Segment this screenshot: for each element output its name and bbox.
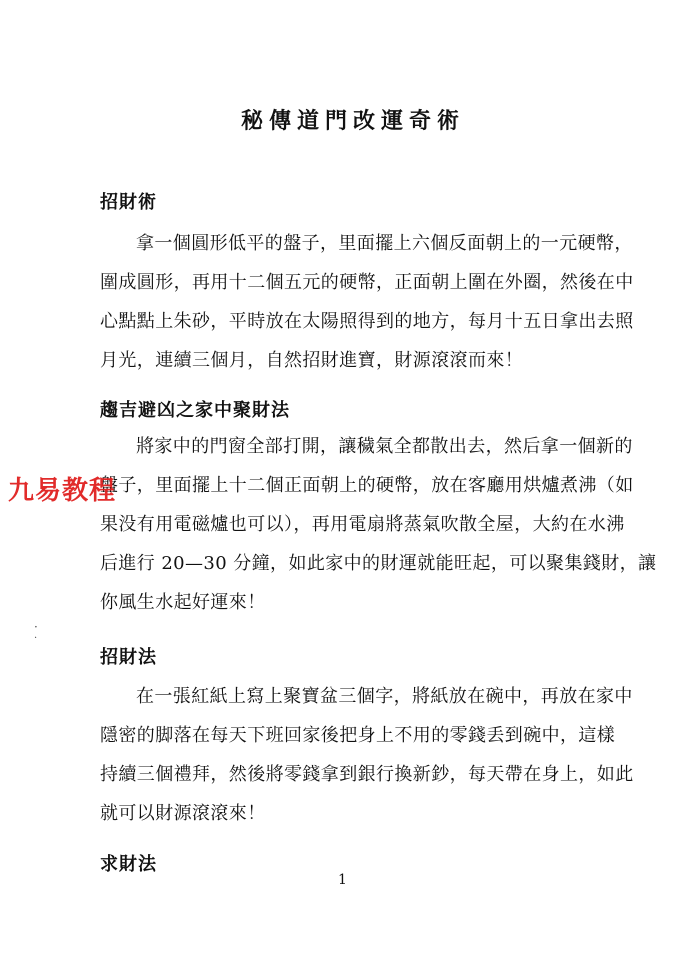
- section-paragraph: [100, 427, 657, 622]
- page-number: 1: [338, 872, 347, 888]
- paragraph-line: 將家中的門窗全部打開，讓穢氣全都散出去，然后拿一個新的: [136, 436, 633, 457]
- margin-dot: ·: [34, 633, 38, 644]
- paragraph-line: 圍成圓形，再用十二個五元的硬幣，正面朝上圍在外圈，然後在中: [100, 272, 634, 293]
- paragraph-line: 果没有用電磁爐也可以），再用電扇將蒸氣吹散全屋，大約在水沸: [100, 514, 625, 535]
- section-heading: 招財術: [100, 192, 157, 213]
- section-heading: 招財法: [100, 647, 157, 668]
- paragraph-line: 持續三個禮拜，然後將零錢拿到銀行換新鈔，每天帶在身上，如此: [100, 764, 634, 785]
- paragraph-line: 在一張紅紙上寫上聚寶盆三個字，將紙放在碗中，再放在家中: [136, 686, 633, 707]
- watermark-text: 九易教程: [8, 476, 117, 506]
- paragraph-line: 就可以財源滾滾來！: [100, 803, 266, 824]
- section-paragraph: [100, 224, 634, 380]
- paragraph-line: 月光，連續三個月，自然招財進寶，財源滾滾而來！: [100, 350, 524, 371]
- paragraph-line: 拿一個圓形低平的盤子，里面擺上六個反面朝上的一元硬幣，: [136, 233, 633, 254]
- section-heading: 趨吉避凶之家中聚財法: [100, 400, 290, 421]
- paragraph-line: 盤子，里面擺上十二個正面朝上的硬幣，放在客廳用烘爐煮沸（如: [100, 475, 634, 496]
- margin-dot: ·: [34, 620, 38, 634]
- paragraph-line: 你風生水起好運來！: [100, 592, 266, 613]
- section-paragraph: [100, 677, 634, 833]
- paragraph-line: 心點點上朱砂，平時放在太陽照得到的地方，每月十五日拿出去照: [100, 311, 634, 332]
- paragraph-line: 后進行 20—30 分鐘，如此家中的財運就能旺起，可以聚集錢財，讓: [100, 553, 657, 574]
- paragraph-line: 隱密的脚落在每天下班回家後把身上不用的零錢丢到碗中，這樣: [100, 725, 616, 746]
- document-title: 秘傳道門改運奇術: [240, 108, 465, 134]
- section-heading: 求財法: [100, 854, 157, 875]
